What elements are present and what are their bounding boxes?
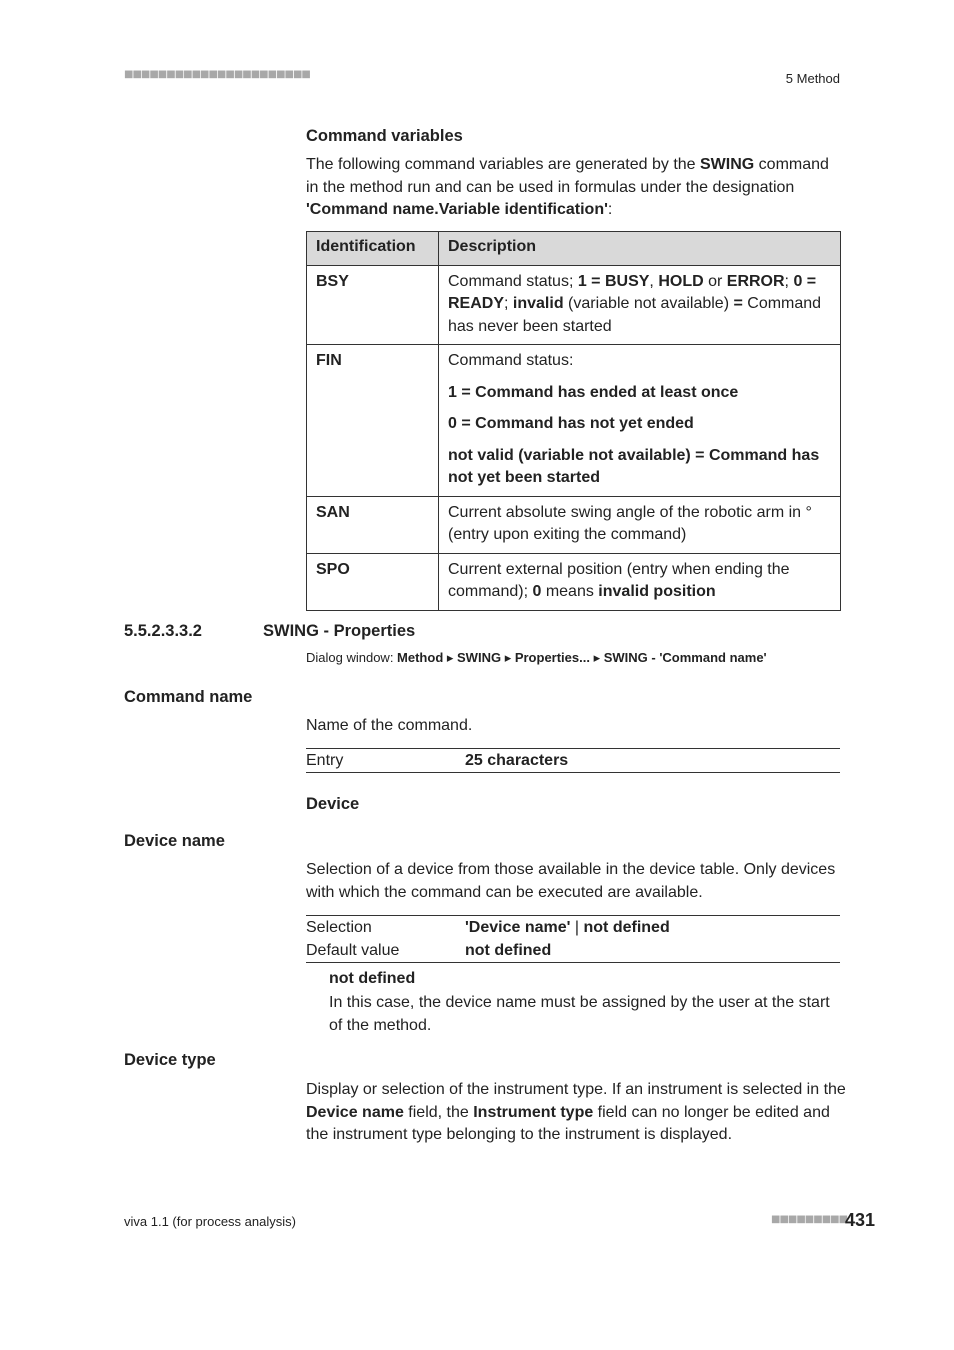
note-text: In this case, the device name must be assigned by the user at the start of the method.: [329, 994, 830, 1034]
selection-value: 'Device name' | not defined: [465, 919, 670, 936]
header-decoration: ■■■■■■■■■■■■■■■■■■■■■■: [124, 69, 310, 80]
note-title: not defined: [329, 970, 416, 987]
fin-line: 1 = Command has ended at least once: [448, 383, 739, 401]
device-name-label: Device name: [124, 832, 225, 850]
table-row: [307, 345, 841, 497]
variable-id: BSY: [307, 265, 439, 345]
dialog-path: Dialog window: Method ▸ SWING ▸ Properties... ▸ SWING - 'Command name': [306, 650, 767, 665]
variable-id: SPO: [307, 553, 439, 610]
variable-description: Current absolute swing angle of the robotic arm in ° (entry upon exiting the command): [439, 496, 841, 553]
column-header-identification: Identification: [307, 232, 439, 266]
command-variables-heading: Command variables: [306, 127, 463, 145]
selection-row: [306, 916, 840, 939]
table-row: [307, 553, 841, 610]
selection-key: Selection: [306, 919, 372, 936]
device-type-label: Device type: [124, 1051, 216, 1069]
entry-value: 25 characters: [465, 752, 569, 769]
default-value-key: Default value: [306, 942, 400, 959]
variable-description: Current external position (entry when ending the command); 0 means invalid position: [439, 553, 841, 610]
device-name-options-table: [306, 915, 840, 963]
table-row: [307, 496, 841, 553]
fin-line: 0 = Command has not yet ended: [448, 415, 694, 432]
page-number: 431: [845, 1210, 876, 1230]
footer-decoration: ■■■■■■■■■: [771, 1214, 848, 1225]
fin-line: not valid (variable not available) = Command has not yet been started: [448, 446, 820, 486]
fin-line: Command status:: [448, 352, 574, 369]
table-row: [307, 265, 841, 345]
command-name-label: Command name: [124, 688, 253, 706]
command-name-description: Name of the command.: [306, 717, 473, 734]
entry-row: [306, 749, 840, 772]
command-variables-intro: The following command variables are generated by the SWING command in the method run and can be used in formulas under the designation 'Command name.Variable identification':: [306, 156, 829, 218]
default-value: not defined: [465, 942, 552, 959]
table-header-row: [307, 232, 841, 266]
device-heading: Device: [306, 795, 360, 813]
default-value-row: [306, 939, 840, 962]
command-variables-table: [306, 231, 841, 611]
entry-key: Entry: [306, 752, 344, 769]
column-header-description: Description: [439, 232, 841, 266]
variable-id: SAN: [307, 496, 439, 553]
footer-product: viva 1.1 (for process analysis): [124, 1214, 296, 1229]
variable-description: Command status; 1 = BUSY, HOLD or ERROR; 0 = READY; invalid (variable not available) = Command has never been started: [439, 265, 841, 345]
section-number: 5.5.2.3.3.2: [124, 622, 202, 640]
device-name-description: Selection of a device from those available in the device table. Only devices with which the command can be executed are available.: [306, 861, 836, 901]
variable-description: [439, 345, 841, 497]
variable-id: FIN: [307, 345, 439, 497]
command-name-entry-table: [306, 748, 840, 773]
chapter-label: 5 Method: [785, 71, 840, 86]
section-title: SWING - Properties: [263, 622, 416, 640]
device-type-description: Display or selection of the instrument type. If an instrument is selected in the Device name field, the Instrument type field can no longer be edited and the instrument type belonging to the instrument is displayed.: [306, 1081, 846, 1143]
